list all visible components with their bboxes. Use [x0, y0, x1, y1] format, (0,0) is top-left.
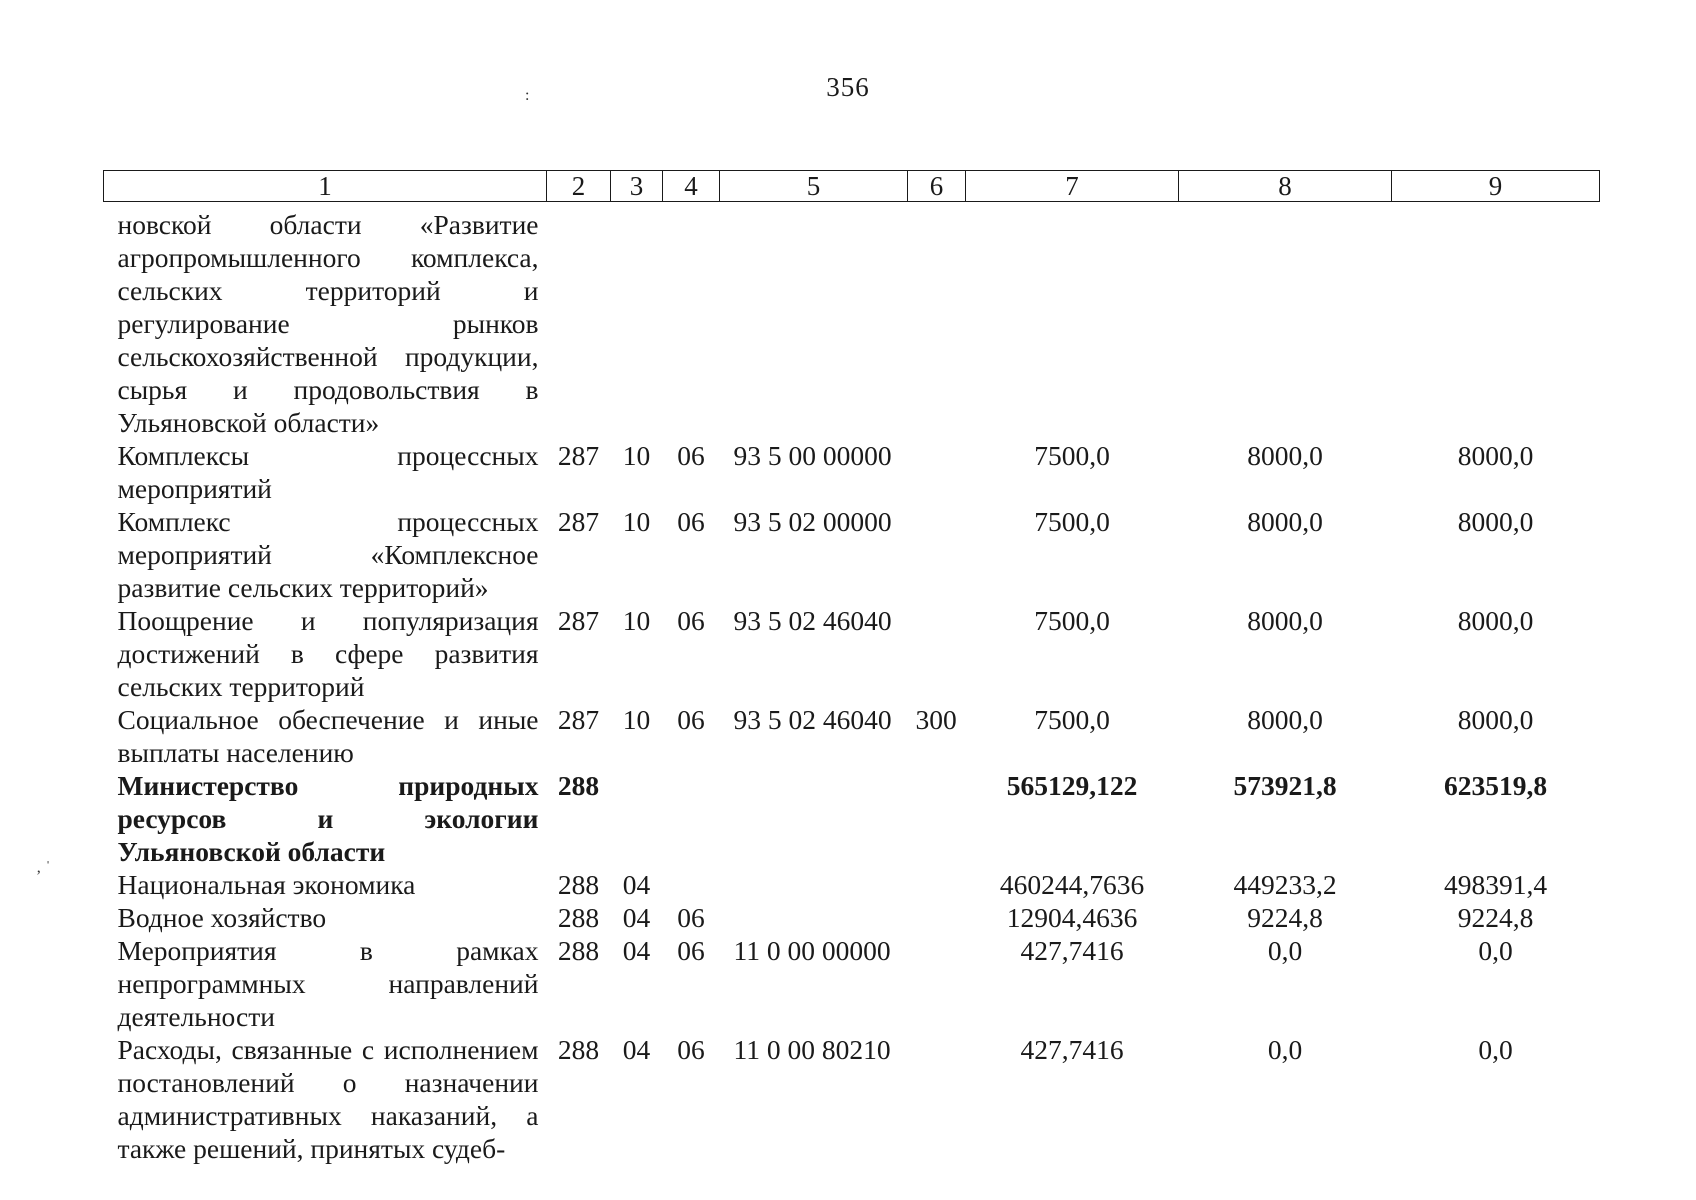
- subsection-code: 06: [677, 506, 705, 537]
- target-article-code: 93 5 00 00000: [733, 440, 892, 471]
- scan-speck: :: [525, 87, 530, 104]
- row-name: Водное хозяйство: [117, 902, 327, 933]
- row-name: Национальная экономика: [117, 869, 416, 900]
- table-header-row: [104, 171, 1600, 202]
- target-article-code: 93 5 02 46040: [733, 605, 892, 636]
- target-article-code: 11 0 00 80210: [733, 1034, 891, 1065]
- amount-col9: [1392, 202, 1600, 440]
- column-header: 6: [908, 171, 966, 202]
- table-row: [104, 1033, 1600, 1165]
- expense-type-code: [908, 1033, 966, 1165]
- section-code: 10: [622, 440, 651, 471]
- column-header: 5: [720, 171, 908, 202]
- row-name: Комплекс процессных мероприятий «Комплексное развитие сельских территорий»: [117, 506, 539, 603]
- amount-col8: 8000,0: [1247, 440, 1323, 471]
- expense-type-code: 300: [915, 704, 957, 735]
- amount-col7: 460244,7636: [999, 869, 1145, 900]
- amount-col7: 12904,4636: [1006, 902, 1138, 933]
- expense-type-code: [908, 934, 966, 1033]
- amount-col8: [1179, 202, 1392, 440]
- table-row: [104, 934, 1600, 1033]
- budget-table: [103, 170, 1600, 1165]
- amount-col8: 9224,8: [1247, 902, 1323, 933]
- table-row: [104, 868, 1600, 901]
- amount-col7: 7500,0: [1034, 605, 1110, 636]
- expense-type-code: [908, 505, 966, 604]
- ministry-code: 287: [557, 605, 600, 636]
- row-name: Комплексы процессных мероприятий: [117, 440, 539, 504]
- amount-col8: 0,0: [1267, 1034, 1303, 1065]
- amount-col9: 8000,0: [1457, 704, 1534, 735]
- amount-col7: 7500,0: [1034, 440, 1110, 471]
- ministry-code: 287: [557, 704, 600, 735]
- table-row: [104, 703, 1600, 769]
- scan-speck: ‚ ˈ: [36, 859, 51, 876]
- target-article-code: 11 0 00 00000: [733, 935, 891, 966]
- expense-type-code: [908, 439, 966, 505]
- section-code: 04: [622, 869, 651, 900]
- subsection-code: 06: [677, 935, 705, 966]
- table-row: [104, 439, 1600, 505]
- table-row: [104, 901, 1600, 934]
- subsection-code: 06: [677, 440, 705, 471]
- target-article-code: 93 5 02 00000: [733, 506, 892, 537]
- amount-col9: 8000,0: [1457, 440, 1534, 471]
- section-code: [611, 769, 663, 868]
- amount-col7: 427,7416: [1020, 1034, 1124, 1065]
- section-code: 04: [622, 935, 651, 966]
- subsection-code: [663, 769, 720, 868]
- amount-col9: 0,0: [1478, 935, 1513, 966]
- target-article-code: 93 5 02 46040: [733, 704, 892, 735]
- expense-type-code: [908, 901, 966, 934]
- row-name: Социальное обеспечение и иные выплаты населению: [117, 704, 539, 768]
- table-row: [104, 505, 1600, 604]
- row-name: Министерство природных ресурсов и экологии Ульяновской области: [117, 770, 539, 867]
- expense-type-code: [908, 769, 966, 868]
- column-header: 3: [611, 171, 663, 202]
- section-code: 10: [622, 605, 651, 636]
- ministry-code: 288: [557, 869, 600, 900]
- target-article-code: [720, 202, 908, 440]
- section-code: 04: [622, 1034, 651, 1065]
- subsection-code: [663, 202, 720, 440]
- column-header: 9: [1392, 171, 1600, 202]
- amount-col9: 8000,0: [1457, 605, 1534, 636]
- subsection-code: 06: [677, 605, 705, 636]
- amount-col8: 573921,8: [1233, 770, 1337, 801]
- subsection-code: 06: [677, 902, 705, 933]
- column-header: 2: [547, 171, 611, 202]
- amount-col7: 7500,0: [1034, 506, 1110, 537]
- amount-col8: 0,0: [1267, 935, 1303, 966]
- ministry-code: 288: [557, 902, 600, 933]
- amount-col8: 8000,0: [1247, 605, 1323, 636]
- subsection-code: [663, 868, 720, 901]
- amount-col8: 8000,0: [1247, 506, 1323, 537]
- expense-type-code: [908, 202, 966, 440]
- ministry-code: 288: [557, 770, 600, 801]
- column-header: 8: [1179, 171, 1392, 202]
- amount-col7: 565129,122: [1006, 770, 1138, 801]
- amount-col7: 7500,0: [1034, 704, 1110, 735]
- row-name: Мероприятия в рамках непрограммных направлений деятельности: [117, 935, 539, 1032]
- section-code: 10: [622, 506, 651, 537]
- row-name: Поощрение и популяризация достижений в сфере развития сельских территорий: [117, 605, 539, 702]
- amount-col9: 498391,4: [1443, 869, 1548, 900]
- amount-col9: 0,0: [1478, 1034, 1513, 1065]
- column-header: 4: [663, 171, 720, 202]
- ministry-code: 287: [557, 506, 600, 537]
- ministry-code: 288: [557, 935, 600, 966]
- amount-col7: 427,7416: [1020, 935, 1124, 966]
- page-number: 356: [826, 72, 870, 102]
- subsection-code: 06: [677, 704, 705, 735]
- amount-col8: 8000,0: [1247, 704, 1323, 735]
- row-name: новской области «Развитие агропромышленного комплекса, сельских территорий и регулирование рынков сельскохозяйственной продукции, сырья и продовольствия в Ульяновской области»: [117, 209, 539, 438]
- amount-col9: 9224,8: [1457, 902, 1534, 933]
- ministry-code: 287: [557, 440, 600, 471]
- row-name: Расходы, связанные с исполнением постановлений о назначении административных наказаний, а также решений, принятых судеб-: [117, 1034, 539, 1164]
- target-article-code: [720, 901, 908, 934]
- table-row: [104, 769, 1600, 868]
- column-header: 7: [966, 171, 1179, 202]
- target-article-code: [720, 868, 908, 901]
- expense-type-code: [908, 604, 966, 703]
- amount-col9: 8000,0: [1457, 506, 1534, 537]
- expense-type-code: [908, 868, 966, 901]
- table-row: [104, 604, 1600, 703]
- section-code: 04: [622, 902, 651, 933]
- amount-col7: [966, 202, 1179, 440]
- subsection-code: 06: [677, 1034, 705, 1065]
- ministry-code: [547, 202, 611, 440]
- table-row: [104, 202, 1600, 440]
- ministry-code: 288: [557, 1034, 600, 1065]
- amount-col8: 449233,2: [1233, 869, 1337, 900]
- amount-col9: 623519,8: [1443, 770, 1548, 801]
- column-header: 1: [104, 171, 547, 202]
- target-article-code: [720, 769, 908, 868]
- section-code: 10: [622, 704, 651, 735]
- section-code: [611, 202, 663, 440]
